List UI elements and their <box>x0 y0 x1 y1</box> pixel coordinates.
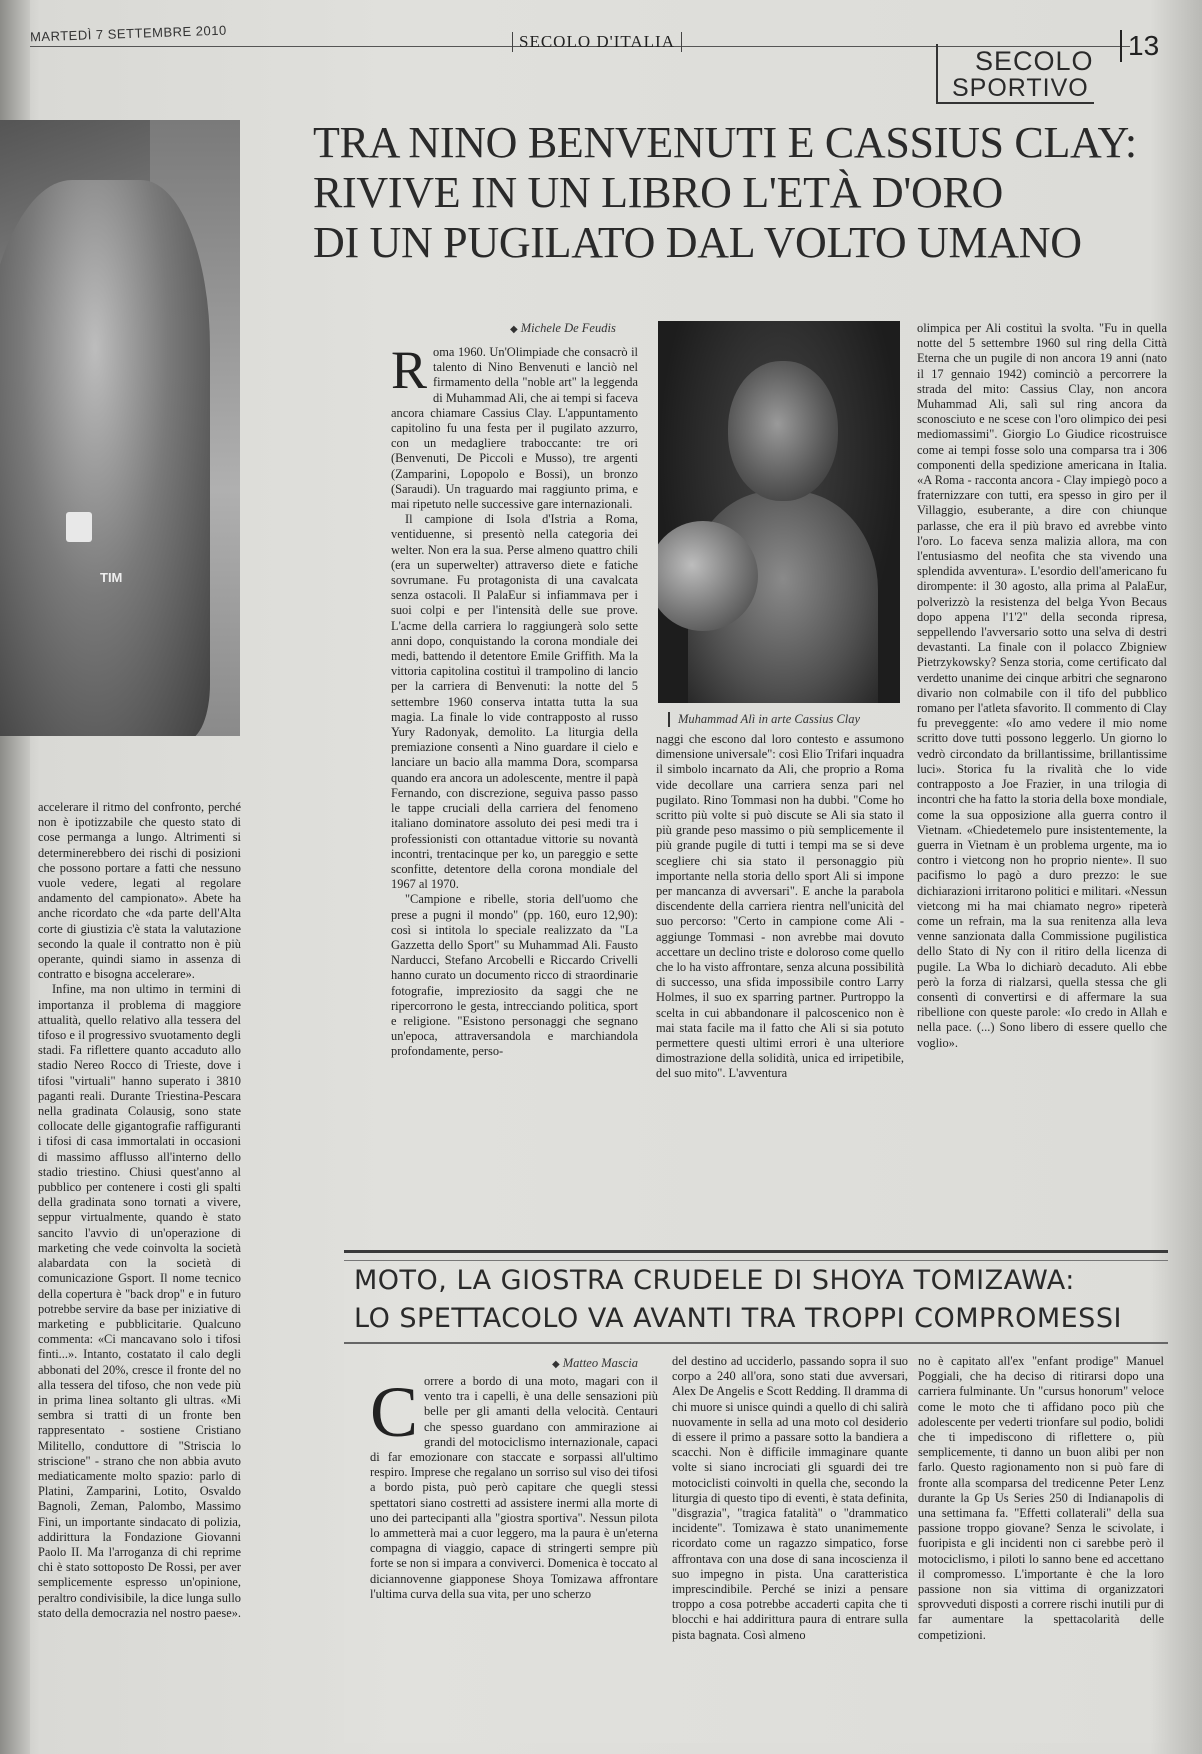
article2-byline <box>552 1356 638 1371</box>
section-label-line1: SECOLO <box>975 46 1094 76</box>
section-label-line2: SPORTIVO <box>952 74 1089 102</box>
article1-column1 <box>391 345 638 1207</box>
article1-column2 <box>656 732 904 1207</box>
article2-headline-rule <box>344 1342 1168 1344</box>
article2-paragraph: orrere a bordo di una moto, magari con il vento tra i capelli, è una delle sensazioni più belle per gli amanti della velocità. Centauri che spesso guardano con ammirazione ai grandi del motociclismo internazionale, capaci di far emozionare con staccate e sorpassi all'ultimo respiro. Imprese che regalano un sorriso sul viso dei tifosi a bordo pista, può però capitare che quegli stessi spettatori siano costretti ad assistere inermi alla morte di uno dei partecipanti alla "giostra sportiva". Nessun pilota lo ammetterà mai a cuor leggero, ma la paura è un'eterna compagna di viaggio, capace di stringerti sempre più forte se non si impara a conviverci. Domenica è toccato al diciannovenne giapponese Shoya Tomizawa affrontare l'ultima curva della sua vita, per uno scherzo <box>370 1374 658 1601</box>
main-headline-line: RIVIVE IN UN LIBRO L'ETÀ D'ORO <box>313 168 1003 217</box>
left-column-paragraph: accelerare il ritmo del confronto, perché non è ipotizzabile che questo stato di cose permanga a lungo. Altrimenti si determinerebbero dei rischi di posizioni che possono portare a fatti che nessuno vuole vedere, legati al regolare andamento del campionato». Abete ha anche ricordato che «da parte dell'Alta corte di giustizia c'è stata la valutazione secondo la quale il contratto non è più operante, quindi siamo in assenza di contratto e bisogna accelerare». <box>38 800 241 982</box>
article2-top-rule <box>344 1260 1168 1261</box>
football-player-photo <box>0 120 240 736</box>
article1-paragraph: "Campione e ribelle, storia dell'uomo che prese a pugni il mondo" (pp. 160, euro 12,90): così si intitola lo speciale realizzato da "La Gazzetta dello Sport" su Muhammad Ali. Fausto Narducci, Stefano Arcobelli e Riccardo Crivelli hanno curato un documento ricco di straordinarie fotografie, impreziosito da saggi che ne ripercorrono le gesta, intrecciando politica, sport e religione. "Esistono personaggi che segnano un'epoca, attraversandola e marchiandola profondamente, perso- <box>391 892 638 1059</box>
photo-caption: Muhammad Alì in arte Cassius Clay <box>668 712 918 727</box>
article1-byline <box>510 321 616 336</box>
header-date: MARTEDÌ 7 SETTEMBRE 2010 <box>29 22 227 45</box>
article1-paragraph: Il campione di Isola d'Istria a Roma, ventiduenne, si presentò nella categoria dei welter. Non era la sua. Perse almeno quattro chili (era un superwelter) attraverso diete e fatiche sovrumane. Fu protagonista di una cavalcata senza ostacoli. Il PalaEur si infiammava per i suoi colpi e per l'intensità delle sue prove. L'acme della carriera lo raggiungerà solo sette anni dopo, conquistando la corona mondiale dei medi, battendo il detentore Emile Griffith. Ma la vittoria capitolina costituì il trampolino di lancio per la carriera di Benvenuti: la notte del 5 settembre 1960 conserva intatta tutta la sua magia. La finale lo vide contrapposto al russo Yury Radonyak, demolito. La liturgia della premiazione consentì a Nino guardare il cielo e lanciare un bacio alla mamma Dora, scomparsa quando era ancora un adolescente, mentre il papà Fernando, con discrezione, seguiva passo passo le tappe cruciali della carriera del fenomeno italiano dominatore assoluto dei pesi medi tra i professionisti con ottantadue vittorie su novantà incontri, trentacinque per ko, un pareggio e sette sconfitte, detentore della corona mondiale del 1967 al 1970. <box>391 512 638 892</box>
article2-author: Matteo Mascia <box>562 1356 639 1370</box>
article2-column1 <box>370 1374 658 1734</box>
article2-column3 <box>918 1354 1164 1734</box>
muhammad-ali-photo <box>658 321 900 703</box>
article2-headline <box>354 1262 1164 1338</box>
byline-bullet-icon: ◆ <box>552 1359 560 1370</box>
article2-column2 <box>672 1354 908 1734</box>
main-headline-line: DI UN PUGILATO DAL VOLTO UMANO <box>313 218 1082 267</box>
byline-bullet-icon: ◆ <box>510 324 518 335</box>
player-figure <box>0 180 210 736</box>
left-column-text <box>38 800 241 1750</box>
article1-author: Michele De Feudis <box>520 321 616 335</box>
italy-crest-icon <box>66 512 92 542</box>
main-headline <box>313 118 1173 268</box>
article1-column3 <box>917 321 1167 1207</box>
article1-paragraph: olimpica per Ali costituì la svolta. "Fu in quella notte del 5 settembre 1960 sul ring della Città Eterna che un pugile di non ancora 19 anni (nato il 17 gennaio 1942) cominciò a percorrere la strada del mito: Cassius Clay, non ancora Muhammad Ali, salì sul ring ancora da sconosciuto e ne scese con l'oro olimpico dei pesi mediomassimi". Giorgio Lo Giudice ricostruisce come ai tempi fosse solo una comparsa tra i 306 componenti della spedizione americana in Italia. «A Roma - racconta ancora - Clay impiegò poco a fraternizzare con tutti, era spesso in giro per il Villaggio, esuberante, a dire con chiunque parlasse, che era il più bravo ed avrebbe vinto l'oro. Lo faceva senza malizia allora, ma con l'entusiasmo del neofita che sta vivendo una splendida avventura». L'esordio dell'americano fu dirompente: il 30 agosto, alla prima al PalaEur, polverizzò la resistenza del belga Yvon Becaus dopo appena l'1'2" della seconda ripresa, seppellendo l'avversario sotto una selva di destri devastanti. La finale con il polacco Zbigniew Pietrzykowsky? Senza storia, come certificato dal verdetto unanime dei cinque arbitri che segnarono divario non colmabile con il tifo del pubblico romano per l'atleta sfavorito. Il commento di Clay fu preveggente: «Io amo vedere il mio nome scritto dove tutti possono leggerlo. Un giorno lo vedrò circondato da brillantissime, brillantissime luci». Storica fu la rivalità che lo vide contrapposto a Joe Frazier, in una trilogia di incontri che ha fatto la storia della boxe mondiale, come la sua opposizione alla guerra contro il Vietnam. «Chiedetemelo pure insistentemente, la guerra in Vietnam è un problema urgente, ma io contro i vietcong non ho proprio niente». Il suo pacifismo lo pagò a duro prezzo: le sue dichiarazioni irritarono politici e militari. «Nessun vietcong mi ha mai chiamato negro» ripeterà come un refrain, ma la sua renitenza alla leva venne sanzionata dalla Commissione pugilistica dello Stato di Ny con il ritiro della licenza di pugile. La Wba lo dichiarò decaduto. Ali ebbe però la forza di rialzarsi, quella stessa che gli consentì di convertirsi e di affermare la sua ribellione con queste parole: «Io credo in Allah e nella pace. (...) Sono libero di essere quello che voglio». <box>917 321 1167 1050</box>
article2-paragraph: del destino ad ucciderlo, passando sopra il suo corpo a 240 all'ora, sono stati due avversari, Alex De Angelis e Scott Redding. Il dramma di chi muore si unisce quindi a quello di chi salirà nuovamente in sella ad una moto col desiderio di essere il primo a passare sotto la bandiera a scacchi. Non è difficile immaginare quante volte si siano incrociati gli sguardi dei tre motociclisti coinvolti in quella che, secondo la liturgia di questo tipo di eventi, è stata definita, "disgrazia", "tragica fatalità" o "drammatico incidente". Tomizawa è stato unanimemente ricordato come un ragazzo simpatico, forse affrontava con una dose di sana incoscienza il suo impegno in pista. Una caratteristica imprescindibile. Perché se inizi a pensare troppo a cosa potrebbe accaderti capita che ti blocchi e hai addirittura paura di entrare sulla pista bagnata. Così almeno <box>672 1354 908 1642</box>
header-page-number: 13 <box>1120 30 1159 62</box>
left-column-paragraph: Infine, ma non ultimo in termini di importanza il problema di maggiore attualità, quello relativo alla tessera del tifoso e il progressivo svuotamento degli stadi. Fa riflettere quanto accaduto allo stadio Nereo Rocco di Trieste, dove i tifosi "virtuali" hanno superato i 3810 paganti reali. Durante Triestina-Pescara nella gradinata Colausig, sono state collocate delle gigantografie raffiguranti i tifosi di casa immortalati in occasioni di massimo afflusso all'interno dello stadio triestino. Chiusi quest'anno al pubblico per contenere i costi gli spalti della gradinata sono tornati a vivere, seppur virtualmente, quando è stato sancito l'avvio di un'operazione di marketing che vede coinvolta la società alabardata con la società di comunicazione Gsport. Il nome tecnico della copertura è "back drop" e in futuro potrebbe servire da base per iniziative di marketing e pubblicitarie. Qualcuno commenta: «Ci mancavano solo i tifosi finti...». Intanto, costatato il calo degli abbonati del 20%, cresce il fronte del no alla tessera del tifoso, che non vede più in prima linea soltanto gli ultras. «Mi sembra si tratti di un fronte ben rappresentato - sostiene Cristiano Militello, conduttore di "Striscia lo striscione" - strano che non abbia avuto mediaticamente molto spazio: parlo di Platini, Zamparini, Lotito, Osvaldo Bagnoli, Zeman, Palombo, Massimo Fini, un importante sindacato di polizia, addirittura la Fondazione Giovanni Paolo II. Ma l'arroganza di chi reprime chi è stato sottoposto De Rossi, per aver semplicemente espresso un'opinione, peraltro condivisibile, la dice lunga sullo stato della democrazia nel nostro paese». <box>38 982 241 1620</box>
article1-paragraph: oma 1960. Un'Olimpiade che consacrò il talento di Nino Benvenuti e lanciò nel firmamento della "noble art" la leggenda di Muhammad Ali, che ai tempi si faceva ancora chiamare Cassius Clay. L'appuntamento capitolino fu una festa per il pugilato azzurro, con un medagliere traboccante: tre ori (Benvenuti, De Piccoli e Musso), tre argenti (Zamparini, Lopopolo e Bossi), un bronzo (Saraudi). Un traguardo mai raggiunto prima, e mai ripetuto nelle successive gare internazionali. <box>391 345 638 512</box>
article1-dropcap: R <box>391 345 428 400</box>
sponsor-logo: TIM <box>100 570 123 585</box>
article2-headline-line: MOTO, LA GIOSTRA CRUDELE DI SHOYA TOMIZAWA: <box>354 1265 1075 1296</box>
article2-paragraph: no è capitato all'ex "enfant prodige" Manuel Poggiali, che ha deciso di ritirarsi dopo una carriera fulminante. Un "cursus honorum" veloce come le moto che ti affidano poco più che adolescente per vederti trionfare sul podio, bolidi che ti impediscono di riflettere o, più semplicemente, ti danno un buon alibi per non farlo. Questo ragionamento non si può fare di fronte alla scomparsa del tredicenne Peter Lenz durante la Gp Us Series 250 di Indianapolis di una settimana fa. "Effetti collaterali" della sua passione troppo giovane? Senza le scivolate, i fuoripista e gli incidenti non ci sarebbe però il motociclismo, i piloti lo sanno bene ed accettano il compromesso. L'importante è che la loro passione non sia vittima di organizzatori sprovveduti disposti a correre rischi inutili pur di far aumentare la spettacolarità delle competizioni. <box>918 1354 1164 1642</box>
article1-paragraph: naggi che escono dal loro contesto e assumono dimensione universale": così Elio Trifari inquadra il simbolo incarnato da Ali, che proprio a Roma vide decollare una carriera senza pari nel pugilato. Rino Tommasi non ha dubbi. "Come ho scritto più volte si può discute se Ali sia stato il più grande peso massimo o più semplicemente il più grande pugile di tutti i tempi ma se si deve scegliere chi sia stato il personaggio più importante nella storia dello sport Ali si impone per mancanza di avversari". E anche la parabola discendente della carriera rientra nell'unicità del suo percorso: "Certo in campione come Ali - aggiunge Tommasi - non avrebbe mai dovuto accettare un declino triste e doloroso come quello che lo ha visto affrontare, senza alcuna possibilità di successo, una sfida impossibile contro Larry Holmes, il suo ex sparring partner. Purtroppo la scelta in cui abbandonare il palcoscenico non è mai stata facile ma il fatto che Ali si sia potuto permettere questi ultimi errori è una ulteriore dimostrazione della solidità, unica ed irripetibile, del suo mito". L'avventura <box>656 732 904 1081</box>
main-headline-line: TRA NINO BENVENUTI E CASSIUS CLAY: <box>313 118 1137 167</box>
photo-head <box>728 361 838 501</box>
article2-dropcap: C <box>370 1374 419 1452</box>
header-paper-name: SECOLO D'ITALIA <box>512 32 682 52</box>
article2-headline-line: LO SPETTACOLO VA AVANTI TRA TROPPI COMPROMESSI <box>354 1303 1122 1334</box>
